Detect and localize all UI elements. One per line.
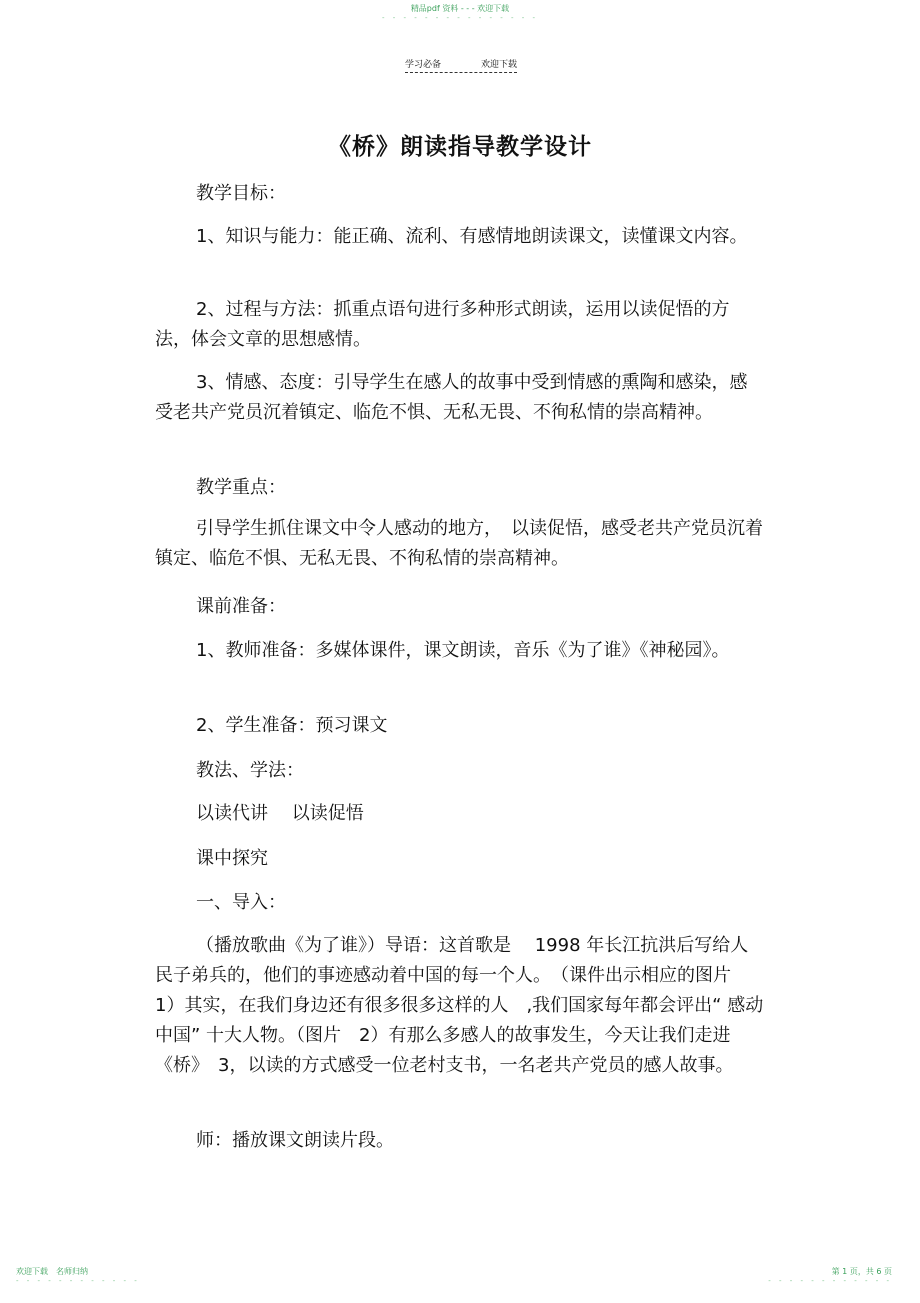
paragraph-text: 1、教师准备：多媒体课件，课文朗读，音乐《为了谁》《神秘园》。 bbox=[196, 640, 730, 661]
footer-left-text: 欢迎下载 名师归纳 bbox=[16, 1267, 88, 1276]
paragraph-text: 教法、学法： bbox=[196, 760, 304, 781]
paragraph-text: 引导学生抓住课文中令人感动的地方， 以读促悟，感受老共产党员沉着镇定、临危不惧、无私无畏、不徇私情的崇高精神。 bbox=[155, 518, 763, 569]
paragraph-text: 教学目标： bbox=[196, 183, 286, 204]
header-right-text: 欢迎下载 bbox=[480, 60, 517, 70]
paragraph-text: 2、过程与方法：抓重点语句进行多种形式朗读，运用以读促悟的方法，体会文章的思想感情。 bbox=[155, 299, 730, 350]
footer-right-dots: - - - - - - - - - - - - bbox=[768, 1277, 892, 1285]
paragraph bbox=[155, 514, 765, 574]
paragraph bbox=[155, 711, 765, 741]
top-watermark-dots: - - - - - - - - - - - - - - - bbox=[381, 14, 539, 22]
page-header bbox=[405, 57, 517, 73]
paragraph bbox=[155, 179, 765, 209]
paragraph bbox=[155, 931, 765, 1081]
paragraph bbox=[155, 799, 765, 829]
footer-right bbox=[768, 1267, 892, 1285]
paragraph bbox=[155, 1126, 765, 1156]
paragraph-text: 师：播放课文朗读片段。 bbox=[196, 1130, 394, 1151]
header-left-text: 学习必备 bbox=[405, 60, 442, 70]
paragraph bbox=[155, 592, 765, 622]
page-number: 第 1 页，共 6 页 bbox=[831, 1267, 892, 1276]
paragraph-text: 3、情感、态度：引导学生在感人的故事中受到情感的熏陶和感染，感受老共产党员沉着镇定、临危不惧、无私无畏、不徇私情的崇高精神。 bbox=[155, 372, 748, 423]
paragraph-text: 1、知识与能力：能正确、流利、有感情地朗读课文，读懂课文内容。 bbox=[196, 226, 748, 247]
paragraph-text: 以读代讲 以读促悟 bbox=[196, 803, 364, 824]
footer-left bbox=[16, 1267, 140, 1285]
paragraph bbox=[155, 888, 765, 918]
paragraph bbox=[155, 368, 765, 428]
paragraph bbox=[155, 295, 765, 355]
paragraph bbox=[155, 222, 765, 252]
paragraph-text: 教学重点： bbox=[196, 477, 286, 498]
footer-left-dots: - - - - - - - - - - - - bbox=[16, 1277, 140, 1285]
top-watermark-text: 精品pdf 资料 - - - 欢迎下载 bbox=[410, 4, 510, 13]
paragraph bbox=[155, 844, 765, 874]
paragraph bbox=[155, 473, 765, 503]
paragraph bbox=[155, 756, 765, 786]
paragraph-text: 课中探究 bbox=[196, 848, 268, 869]
paragraph-text: 一、导入： bbox=[196, 892, 286, 913]
paragraph-text: 2、学生准备：预习课文 bbox=[196, 715, 388, 736]
top-watermark bbox=[0, 4, 920, 22]
paragraph-text: （播放歌曲《为了谁》）导语：这首歌是 1998 年长江抗洪后写给人民子弟兵的，他们的事迹感动着中国的每一个人。 （课件出示相应的图片 1）其实，在我们身边还有很多很多这样的人 ,我们国家每年都会评出“ 感动中国” 十大人物。（图片 2）有那么多感人的故事发生，今天让我们走进《桥》 3，以读的方式感受一位老村支书，一名老共产党员的感人故事。 bbox=[155, 935, 764, 1076]
paragraph-text: 课前准备： bbox=[196, 596, 286, 617]
paragraph bbox=[155, 636, 765, 666]
document-title: 《桥》朗读指导教学设计 bbox=[328, 134, 592, 160]
